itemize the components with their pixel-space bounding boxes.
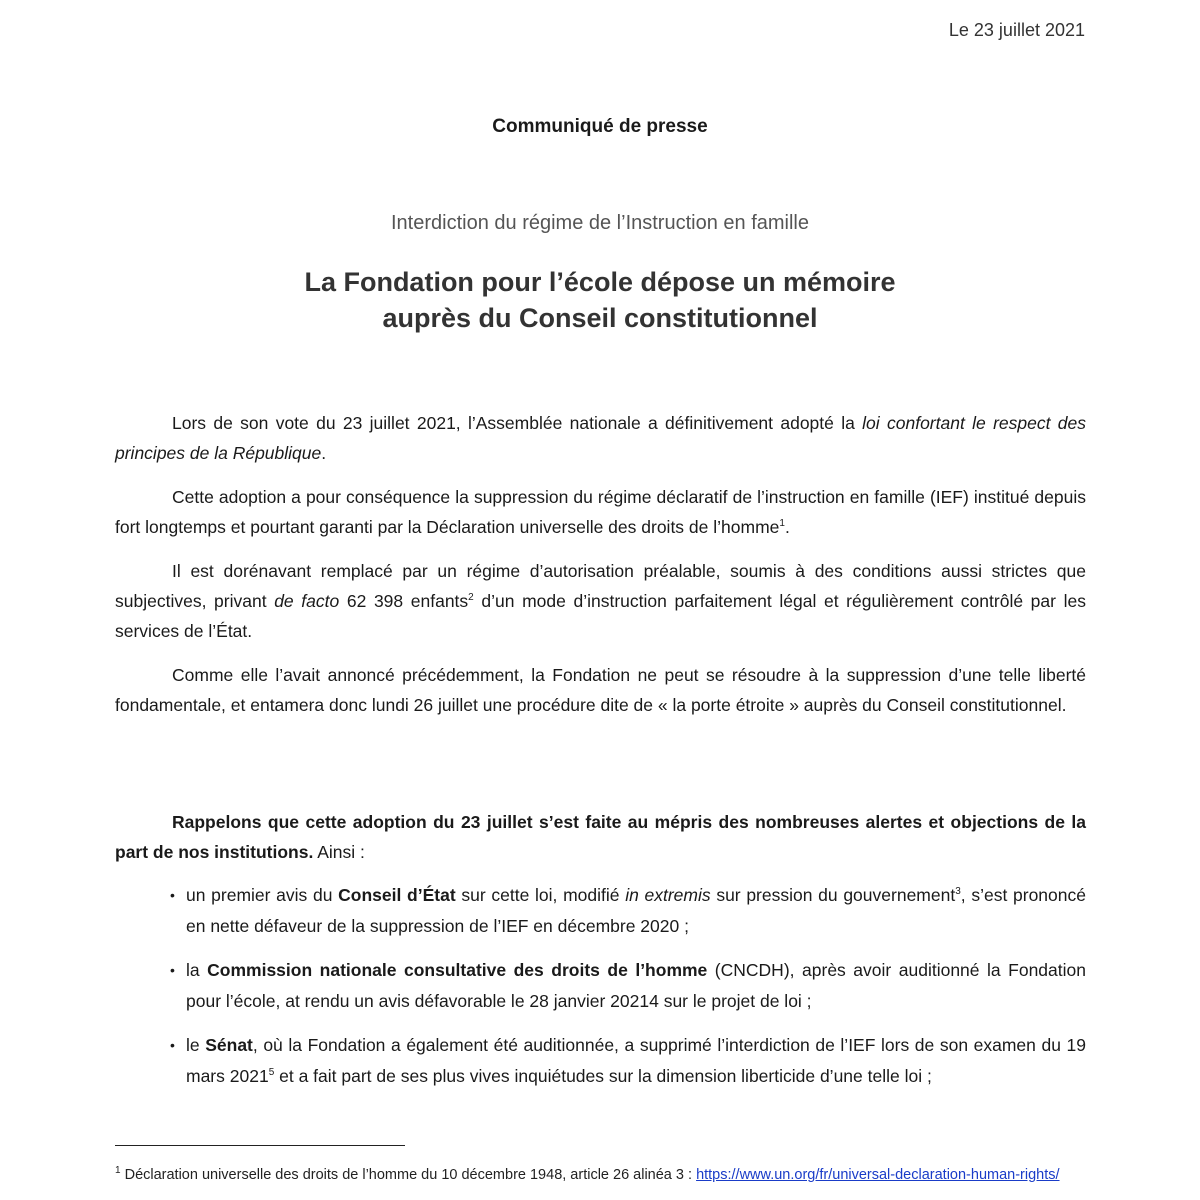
footnote-ref-3[interactable]: 3 bbox=[955, 886, 961, 898]
list-item-text: un premier avis du bbox=[186, 885, 339, 905]
footnote-link[interactable]: https://www.un.org/fr/universal-declaration-human-rights/ bbox=[696, 1167, 1060, 1183]
list-item-text: sur le projet de loi ; bbox=[658, 991, 812, 1011]
senat-bold: Sénat bbox=[205, 1035, 253, 1055]
list-item bbox=[170, 880, 1086, 942]
list-item-text: la bbox=[186, 960, 208, 980]
paragraph-2-text: Cette adoption a pour conséquence la suppression du régime déclaratif de l’instruction en famille (IEF) institué depuis fort longtemps et pourtant garanti par la Déclaration universelle des droits de l’homme bbox=[115, 487, 1086, 537]
bullet-icon: • bbox=[170, 1037, 175, 1053]
paragraph-4: Comme elle l’avait annoncé précédemment, la Fondation ne peut se résoudre à la suppression d’une telle liberté fondamentale, et entamera donc lundi 26 juillet une procédure dite de « la porte étroite » auprès du Conseil constitutionnel. bbox=[115, 665, 1086, 715]
paragraph-5-bold: Rappelons que cette adoption du 23 juillet s’est faite au mépris des nombreuses alertes et objections de la part de nos institutions. bbox=[115, 812, 1086, 862]
footnote-separator bbox=[115, 1145, 405, 1146]
footnote-ref-4[interactable]: 4 bbox=[649, 991, 659, 1011]
bullet-icon: • bbox=[170, 962, 175, 978]
footnote-ref-5[interactable]: 5 bbox=[268, 1067, 275, 1079]
list-item-text: (CNCDH), après avoir auditionné la Fondation pour l’école, at rendu un avis défavorable le 28 janvier 2021 bbox=[186, 960, 1086, 1011]
bullet-icon: • bbox=[170, 887, 175, 903]
paragraph-3 bbox=[115, 556, 1086, 646]
paragraph-5 bbox=[115, 807, 1086, 867]
document-type-heading: Communiqué de presse bbox=[492, 116, 708, 137]
paragraph-3-end: d’un mode d’instruction parfaitement légal et régulièrement contrôlé par les services de l’État. bbox=[115, 591, 1086, 641]
list-item bbox=[170, 955, 1086, 1017]
paragraph-1 bbox=[115, 408, 1086, 468]
law-name-italic: loi confortant le respect des principes de la République bbox=[115, 413, 1087, 463]
document-date: Le 23 juillet 2021 bbox=[948, 20, 1085, 40]
list-item bbox=[170, 1030, 1086, 1092]
headline-line-2: auprès du Conseil constitutionnel bbox=[382, 303, 818, 333]
footnote-ref-2[interactable]: 2 bbox=[468, 592, 474, 604]
cncdh-bold: Commission nationale consultative des droits de l’homme bbox=[207, 960, 708, 980]
paragraph-3-text: Il est dorénavant remplacé par un régime d’autorisation préalable, soumis à des conditions aussi strictes que subjectives, privant bbox=[115, 561, 1086, 611]
paragraph-2 bbox=[115, 482, 1086, 542]
paragraph-5-rest: Ainsi : bbox=[313, 842, 365, 862]
footnote-1 bbox=[115, 1163, 1086, 1187]
paragraph-2-end: . bbox=[784, 517, 790, 537]
list-item-text: , où la Fondation a également été auditionnée, a supprimé l’interdiction de l’IEF lors de son examen du 19 mars 2021 bbox=[186, 1035, 1087, 1086]
list-item-text: le bbox=[186, 1035, 206, 1055]
footnote-marker: 1 bbox=[115, 1165, 121, 1177]
in-extremis-italic: in extremis bbox=[625, 885, 711, 905]
list-item-text: , s’est prononcé en nette défaveur de la suppression de l’IEF en décembre 2020 ; bbox=[186, 885, 1086, 936]
headline bbox=[0, 264, 1200, 336]
headline-line-1: La Fondation pour l’école dépose un mémoire bbox=[304, 267, 896, 297]
paragraph-1-text: Lors de son vote du 23 juillet 2021, l’Assemblée nationale a définitivement adopté la bbox=[172, 413, 863, 433]
objections-list bbox=[170, 880, 1086, 1105]
list-item-text: et a fait part de ses plus vives inquiétudes sur la dimension liberticide d’une telle loi ; bbox=[274, 1066, 932, 1086]
conseil-etat-bold: Conseil d’État bbox=[338, 885, 456, 905]
de-facto-italic: de facto bbox=[274, 591, 340, 611]
footnote-ref-1[interactable]: 1 bbox=[779, 518, 785, 530]
paragraph-1-end: . bbox=[321, 443, 327, 463]
list-item-text: sur pression du gouvernement bbox=[710, 885, 956, 905]
title-kicker: Interdiction du régime de l’Instruction en famille bbox=[391, 212, 809, 234]
paragraph-3-children: 62 398 enfants bbox=[339, 591, 469, 611]
footnote-text: Déclaration universelle des droits de l’homme du 10 décembre 1948, article 26 alinéa 3 : bbox=[120, 1167, 697, 1183]
list-item-text: sur cette loi, modifié bbox=[455, 885, 626, 905]
